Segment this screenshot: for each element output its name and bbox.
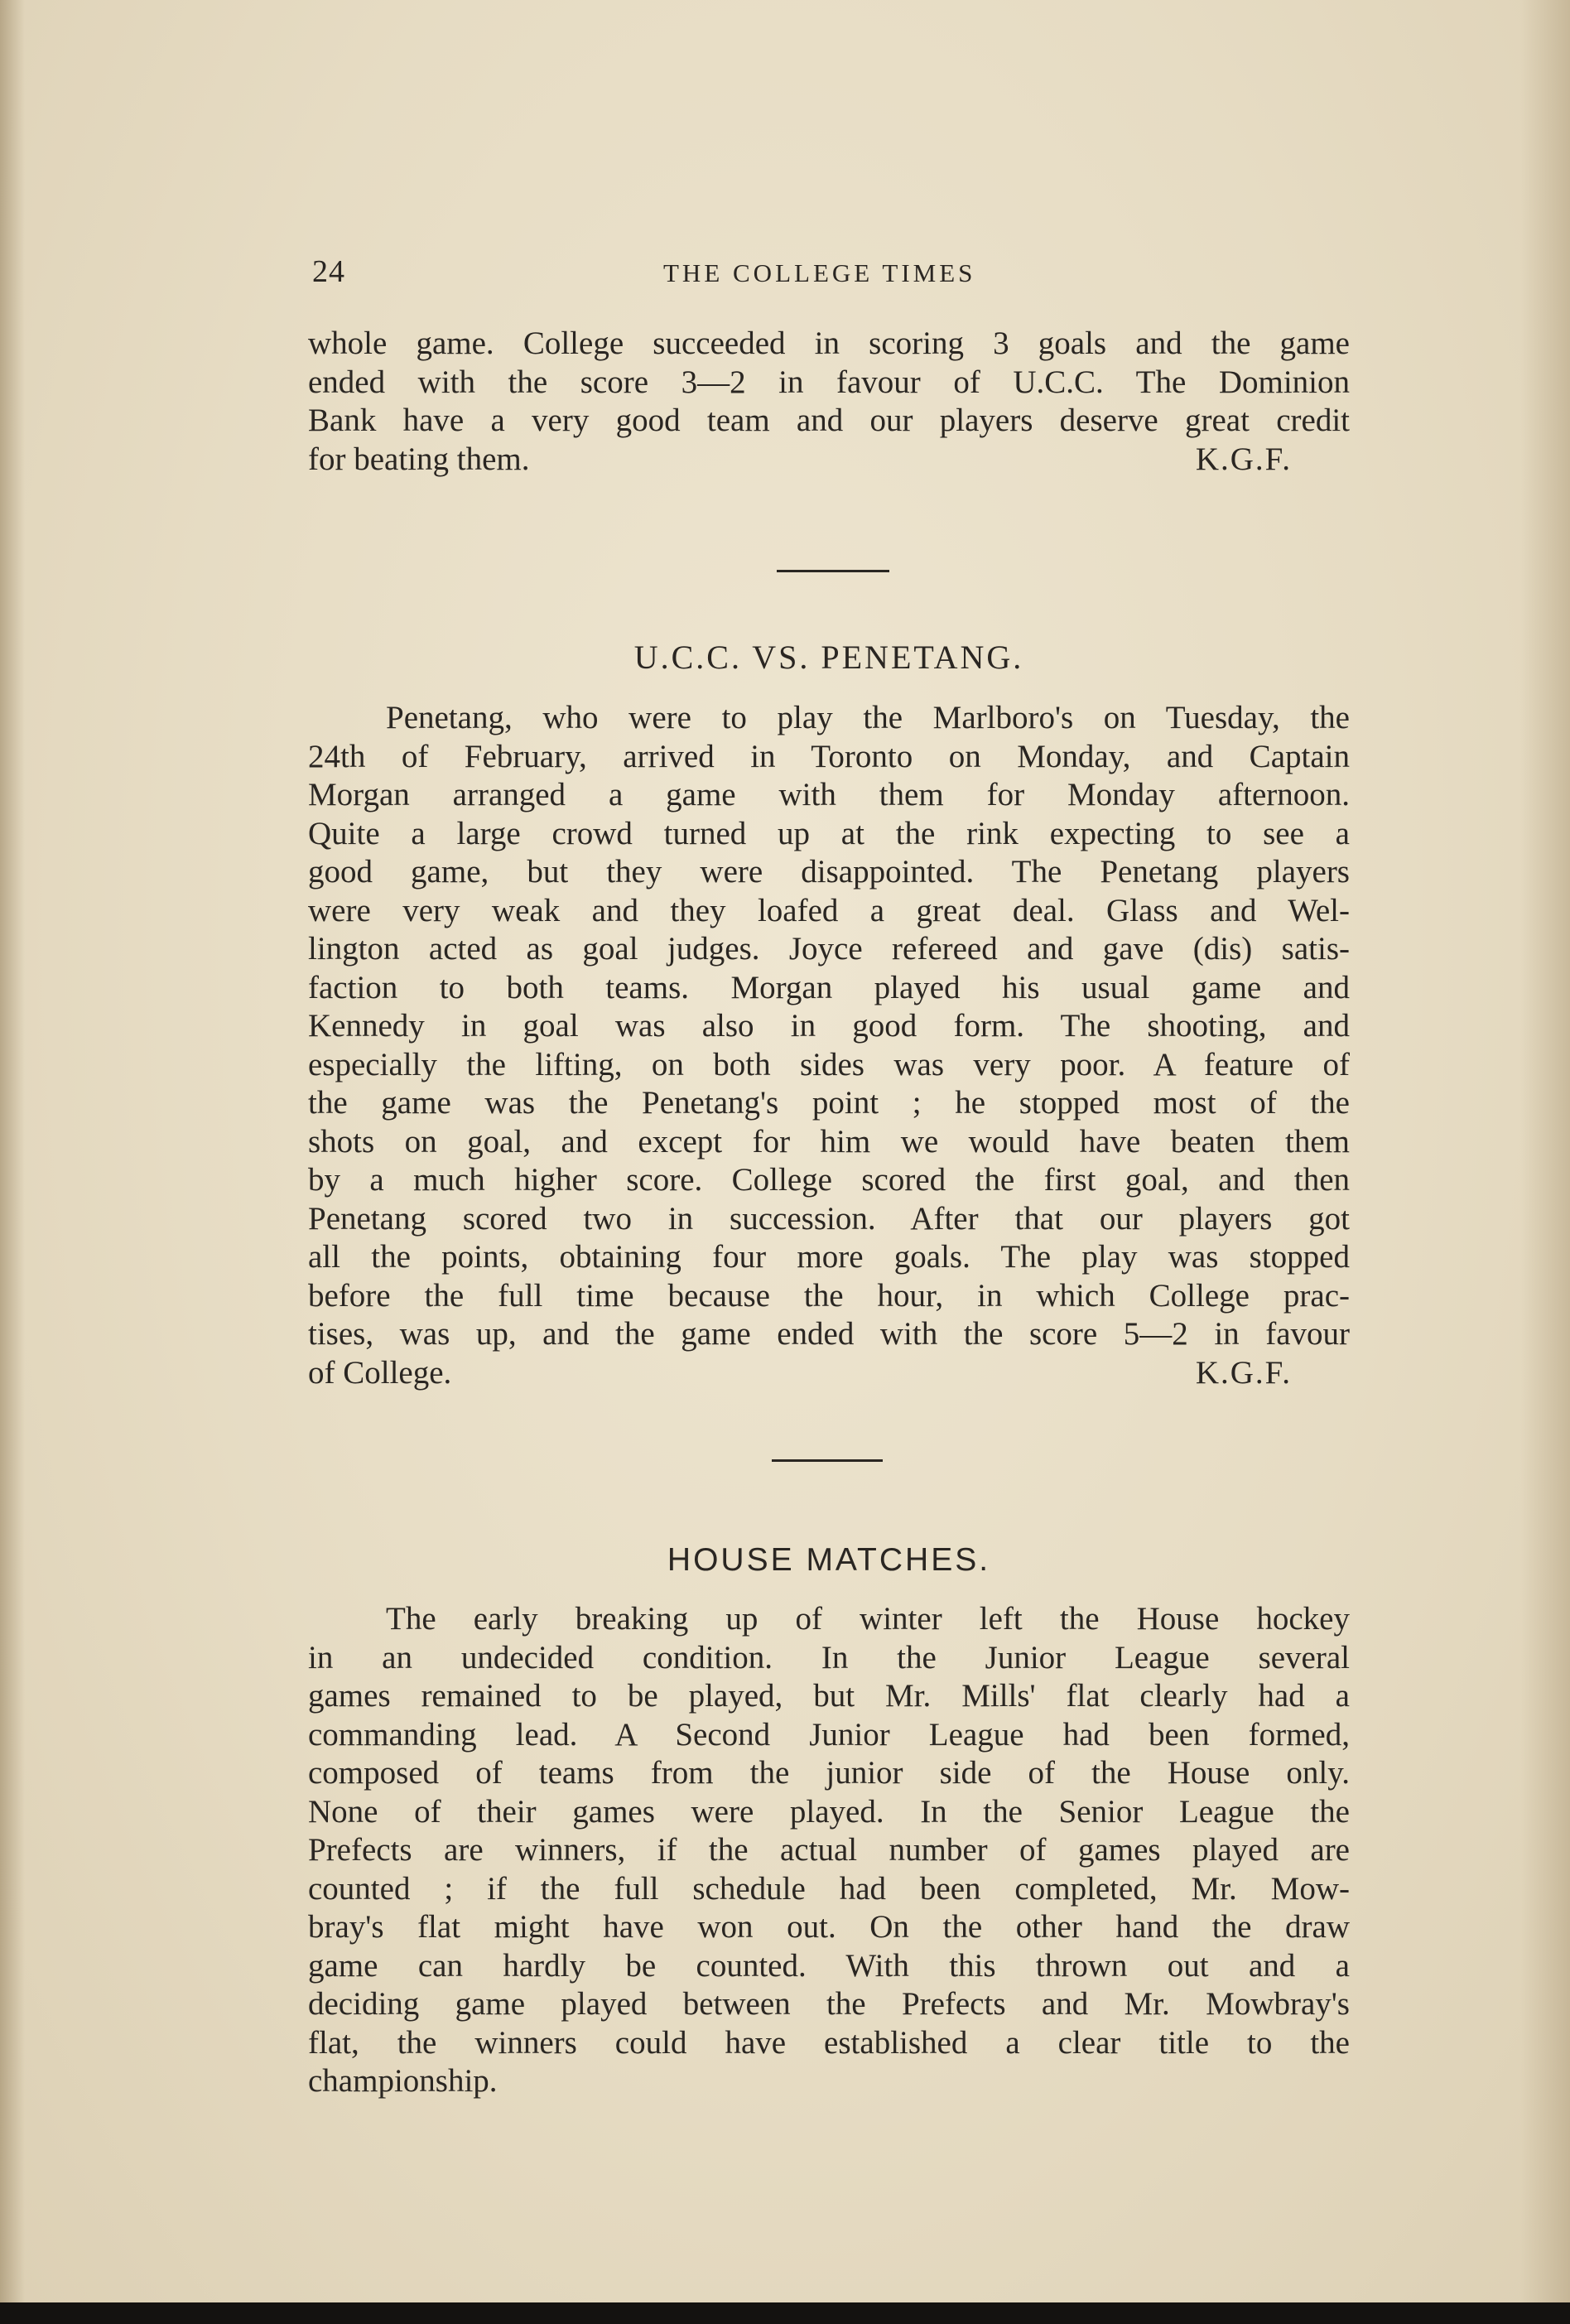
article2-line: Quite a large crowd turned up at the rink expecting to see a	[308, 815, 1350, 851]
article1-last-line-row	[308, 441, 1350, 480]
page-right-edge-shadow	[1520, 0, 1570, 2324]
article2-line: faction to both teams. Morgan played his usual game and	[308, 969, 1350, 1005]
article3-line: Prefects are winners, if the actual number of games played are	[308, 1832, 1350, 1868]
article2-line: before the full time because the hour, in which College prac-	[308, 1277, 1350, 1314]
article3-line: game can hardly be counted. With this thrown out and a	[308, 1947, 1350, 1984]
article3-line: commanding lead. A Second Junior League had been formed,	[308, 1716, 1350, 1753]
page-header	[312, 253, 1356, 293]
article2-line: 24th of February, arrived in Toronto on Monday, and Captain	[308, 738, 1350, 774]
article2-body	[308, 699, 1350, 1392]
article2-title: U.C.C. VS. PENETANG.	[633, 639, 1024, 676]
page-number: 24	[312, 254, 345, 289]
section-divider-rule	[777, 570, 889, 572]
article1-line: ended with the score 3—2 in favour of U.C.C. The Dominion	[308, 364, 1350, 400]
article2-line: Morgan arranged a game with them for Monday afternoon.	[308, 777, 1350, 812]
article2-last-line-row	[308, 1354, 1350, 1393]
article2-line: especially the lifting, on both sides was very poor. A feature of	[308, 1046, 1350, 1082]
article3-body	[308, 1600, 1350, 2101]
article3-line: None of their games were played. In the Senior League the	[308, 1793, 1350, 1830]
article2-signature: K.G.F.	[1195, 1354, 1292, 1391]
article-continuation	[308, 325, 1350, 479]
article3-line: championship.	[308, 2063, 498, 2099]
section-divider-rule	[772, 1459, 883, 1462]
article3-line: composed of teams from the junior side of the House only.	[308, 1755, 1350, 1791]
article1-signature: K.G.F.	[1195, 441, 1292, 477]
scan-bottom-border	[0, 2302, 1570, 2324]
article2-line: were very weak and they loafed a great deal. Glass and Wel-	[308, 892, 1350, 928]
article3-line: deciding game played between the Prefects and Mr. Mowbray's	[308, 1986, 1350, 2022]
article2-line: the game was the Penetang's point ; he stopped most of the	[308, 1085, 1350, 1121]
article1-line: for beating them.	[308, 441, 530, 477]
article3-line: games remained to be played, but Mr. Mills' flat clearly had a	[308, 1678, 1350, 1714]
article2-line: shots on goal, and except for him we would have beaten them	[308, 1123, 1350, 1160]
article3-line: in an undecided condition. In the Junior League several	[308, 1639, 1350, 1675]
page-left-edge-shadow	[0, 0, 25, 2324]
article2-line: Penetang scored two in succession. After that our players got	[308, 1200, 1350, 1237]
article2-line: lington acted as goal judges. Joyce refereed and gave (dis) satis-	[308, 931, 1350, 967]
article2-line: all the points, obtaining four more goals. The play was stopped	[308, 1239, 1350, 1275]
article1-line: Bank have a very good team and our players deserve great credit	[308, 403, 1350, 438]
article2-line: Kennedy in goal was also in good form. The shooting, and	[308, 1008, 1350, 1044]
running-head: THE COLLEGE TIMES	[663, 258, 976, 287]
article2-line: by a much higher score. College scored the first goal, and then	[308, 1162, 1350, 1198]
article3-line: bray's flat might have won out. On the other hand the draw	[308, 1909, 1350, 1945]
article3-line: counted ; if the full schedule had been completed, Mr. Mow-	[308, 1870, 1350, 1907]
article2-line: Penetang, who were to play the Marlboro's on Tuesday, the	[386, 700, 1350, 735]
article3-title: HOUSE MATCHES.	[667, 1542, 991, 1578]
article2-line: tises, was up, and the game ended with the score 5—2 in favour	[308, 1316, 1350, 1352]
article3-line: flat, the winners could have established a clear title to the	[308, 2024, 1350, 2061]
article2-line: good game, but they were disappointed. The Penetang players	[308, 854, 1350, 890]
article1-line: whole game. College succeeded in scoring 3 goals and the game	[308, 325, 1350, 361]
article2-line: of College.	[308, 1354, 452, 1391]
article3-line: The early breaking up of winter left the House hockey	[386, 1601, 1350, 1637]
